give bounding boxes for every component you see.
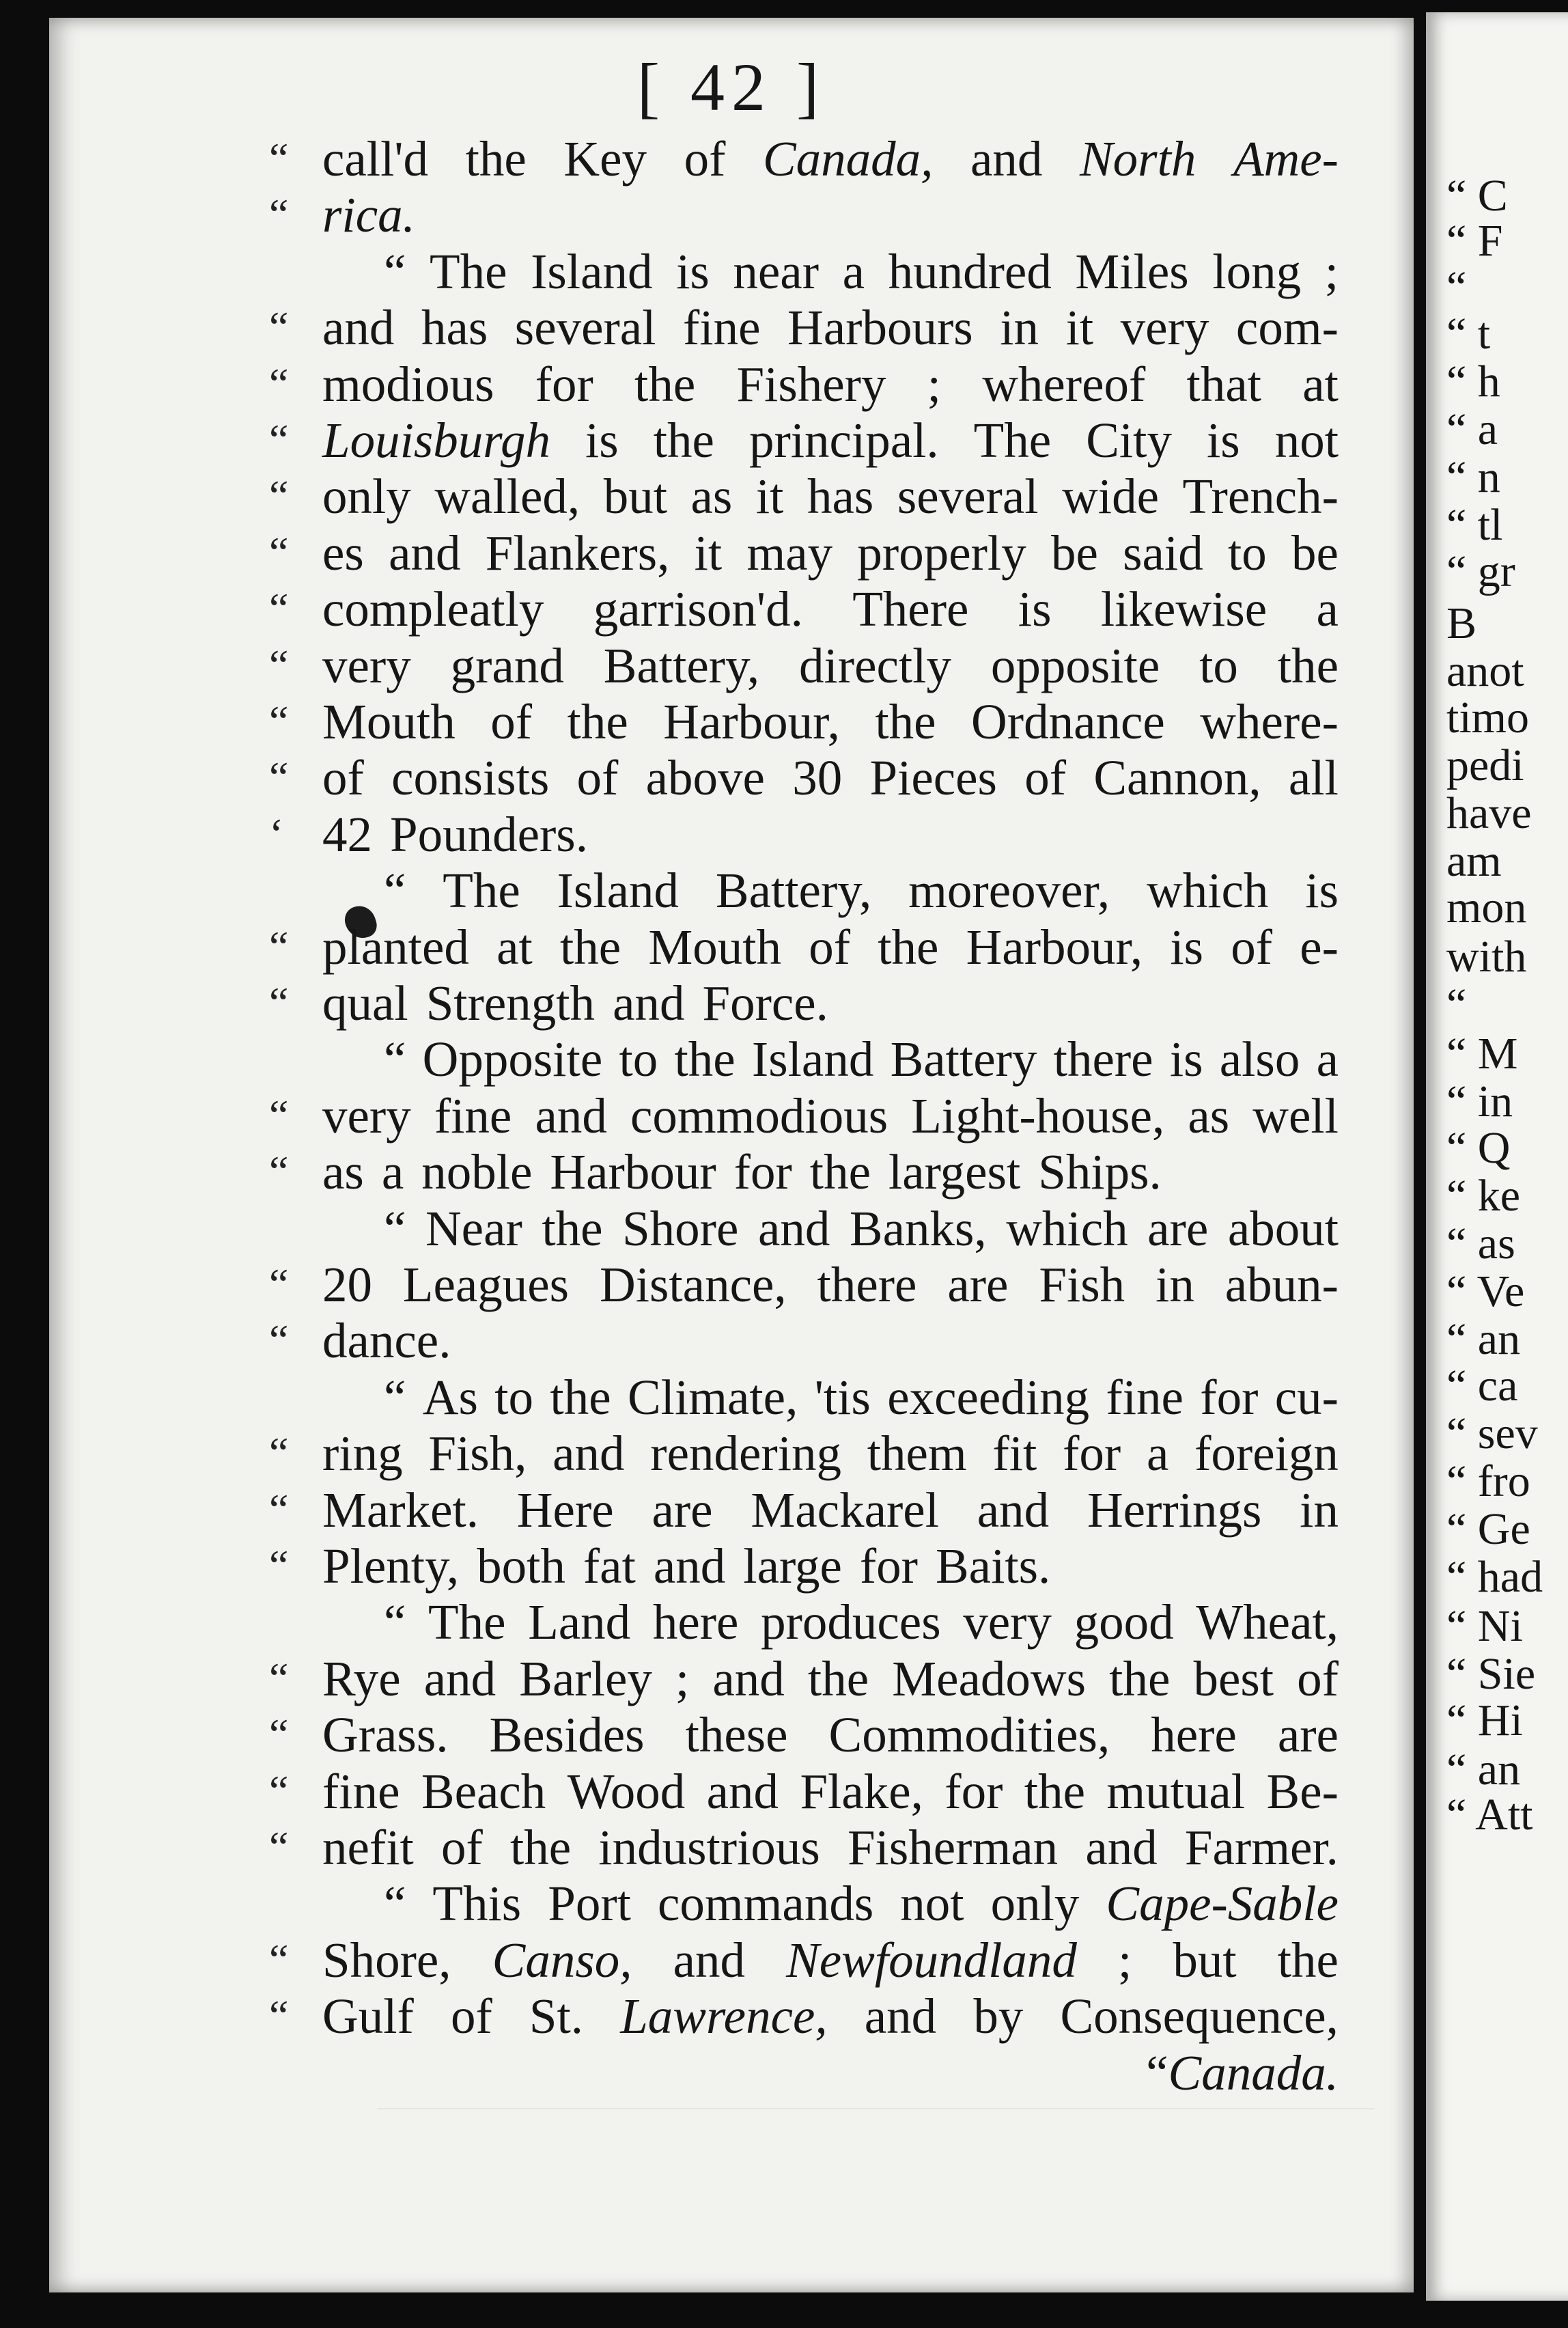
text-line: nefit of the industrious Fisherman and Farmer.	[322, 1820, 1339, 1875]
marginal-quote-mark: “	[269, 1710, 289, 1758]
marginal-quote-mark: “	[269, 641, 289, 689]
text-line: es and Flankers, it may properly be said to be	[322, 525, 1339, 581]
marginal-quote-mark: “	[269, 1654, 289, 1702]
facing-page-fragment: “ an	[1446, 1314, 1521, 1364]
facing-page-fragment: “ an	[1446, 1745, 1521, 1794]
text-line: modious for the Fishery ; whereof that at	[322, 357, 1339, 412]
text-line: Grass. Besides these Commodities, here are	[322, 1707, 1339, 1762]
page-number: [ 42 ]	[636, 49, 826, 125]
facing-page-fragment: “ M	[1446, 1029, 1518, 1079]
marginal-quote-mark: “	[269, 1823, 289, 1871]
text-line: very fine and commodious Light-house, as well	[322, 1088, 1339, 1144]
facing-page-fragment: anot	[1446, 646, 1524, 696]
facing-page-fragment: “ fro	[1446, 1456, 1530, 1506]
marginal-quote-mark: “	[269, 1766, 289, 1815]
body-text	[49, 18, 1414, 2292]
text-line: of consists of above 30 Pieces of Cannon, all	[322, 750, 1339, 805]
text-line: ring Fish, and rendering them fit for a foreign	[322, 1426, 1339, 1481]
facing-page-fragment: “	[1446, 262, 1467, 312]
text-line: “ Canada.	[1146, 2045, 1339, 2101]
text-line: “ The Land here produces very good Wheat,	[384, 1594, 1339, 1650]
text-line: rica.	[322, 187, 415, 242]
facing-page-fragment: have	[1446, 788, 1532, 838]
text-line: as a noble Harbour for the largest Ships.	[322, 1144, 1162, 1200]
text-line: Market. Here are Mackarel and Herrings in	[322, 1482, 1339, 1538]
facing-page-fragment: “ n	[1446, 452, 1500, 502]
facing-page-fragment: pedi	[1446, 740, 1524, 790]
marginal-quote-mark: “	[269, 978, 289, 1027]
marginal-quote-mark: “	[269, 1991, 289, 2040]
marginal-quote-mark: “	[269, 134, 289, 182]
facing-page-fragment: “ a	[1446, 404, 1498, 454]
facing-page-fragment: “ Hi	[1446, 1695, 1523, 1745]
left-page	[49, 18, 1414, 2292]
text-line: “ The Island is near a hundred Miles long ;	[384, 244, 1339, 299]
marginal-quote-mark: “	[269, 697, 289, 745]
facing-page-edge	[1426, 12, 1568, 2301]
marginal-quote-mark: “	[269, 1091, 289, 1139]
facing-page-fragment: “ Sie	[1446, 1649, 1536, 1699]
text-line: Louisburgh is the principal. The City is not	[322, 413, 1339, 468]
facing-page-fragment: mon	[1446, 883, 1527, 932]
facing-page-fragment: “ h	[1446, 357, 1500, 406]
text-line: “ This Port commands not only Cape-Sable	[384, 1876, 1339, 1931]
text-line: and has several fine Harbours in it very com-	[322, 300, 1339, 355]
marginal-quote-mark: “	[269, 1541, 289, 1590]
text-line: Rye and Barley ; and the Meadows the best of	[322, 1651, 1339, 1706]
marginal-quote-mark: “	[269, 1485, 289, 1534]
facing-page-fragment: “ ke	[1446, 1171, 1521, 1221]
marginal-quote-mark: “	[269, 1147, 289, 1195]
text-line: “ As to the Climate, 'tis exceeding fine for cu-	[384, 1370, 1339, 1425]
marginal-quote-mark: “	[269, 190, 289, 238]
facing-page-fragment: with	[1446, 932, 1527, 982]
marginal-quote-mark: “	[269, 1428, 289, 1477]
facing-page-fragment: timo	[1446, 693, 1530, 743]
facing-page-fragment: “ Ni	[1446, 1601, 1523, 1651]
facing-page-fragment: “ t	[1446, 309, 1491, 359]
marginal-quote-mark: “	[269, 922, 289, 971]
marginal-quote-mark: “	[269, 584, 289, 633]
text-line: compleatly garrison'd. There is likewise a	[322, 581, 1339, 637]
facing-page-fragment: “ gr	[1446, 546, 1515, 596]
marginal-quote-mark: “	[269, 1935, 289, 1984]
facing-page-fragment: “ Ve	[1446, 1266, 1525, 1316]
marginal-quote-mark: “	[269, 359, 289, 408]
text-line: Shore, Canso, and Newfoundland ; but the	[322, 1932, 1339, 1988]
marginal-quote-mark: “	[269, 753, 289, 801]
marginal-quote-mark: ‘	[269, 809, 284, 858]
text-line: dance.	[322, 1313, 451, 1368]
text-line: call'd the Key of Canada, and North Ame-	[322, 131, 1339, 186]
text-line: Gulf of St. Lawrence, and by Consequence,	[322, 1988, 1339, 2044]
text-line: “ The Island Battery, moreover, which is	[384, 863, 1339, 918]
marginal-quote-mark: “	[269, 303, 289, 351]
marginal-quote-mark: “	[269, 1316, 289, 1364]
facing-page-fragment: “ sev	[1446, 1409, 1538, 1458]
facing-page-fragment: “ C	[1446, 171, 1508, 221]
facing-page-fragment: B	[1446, 598, 1477, 648]
text-line: very grand Battery, directly opposite to the	[322, 638, 1339, 693]
text-line: Plenty, both fat and large for Baits.	[322, 1538, 1051, 1594]
text-line: fine Beach Wood and Flake, for the mutual Be-	[322, 1764, 1339, 1819]
text-line: “ Opposite to the Island Battery there is also a	[384, 1031, 1339, 1087]
facing-page-fragment: “ had	[1446, 1552, 1543, 1602]
facing-page-fragment: “ F	[1446, 216, 1503, 266]
text-line: only walled, but as it has several wide Trench-	[322, 469, 1339, 524]
facing-page-fragment: am	[1446, 836, 1502, 886]
facing-page-fragment: “ Att	[1446, 1790, 1533, 1840]
facing-page-fragment: “ ca	[1446, 1361, 1518, 1411]
marginal-quote-mark: “	[269, 415, 289, 464]
facing-page-fragment: “ Ge	[1446, 1504, 1530, 1554]
facing-page-fragment: “ as	[1446, 1219, 1515, 1269]
marginal-quote-mark: “	[269, 1260, 289, 1308]
text-line: 20 Leagues Distance, there are Fish in abun-	[322, 1257, 1339, 1312]
facing-page-fragment: “	[1446, 980, 1467, 1029]
text-line: planted at the Mouth of the Harbour, is of e-	[322, 919, 1339, 975]
marginal-quote-mark: “	[269, 528, 289, 577]
text-line: qual Strength and Force.	[322, 975, 828, 1031]
text-line: 42 Pounders.	[322, 807, 588, 862]
facing-page-fragment: “ in	[1446, 1077, 1513, 1126]
facing-page-fragment: “ tl	[1446, 500, 1503, 550]
text-line: Mouth of the Harbour, the Ordnance where-	[322, 694, 1339, 749]
facing-page-fragment: “ Q	[1446, 1123, 1511, 1173]
marginal-quote-mark: “	[269, 471, 289, 520]
text-line: “ Near the Shore and Banks, which are about	[384, 1201, 1339, 1256]
